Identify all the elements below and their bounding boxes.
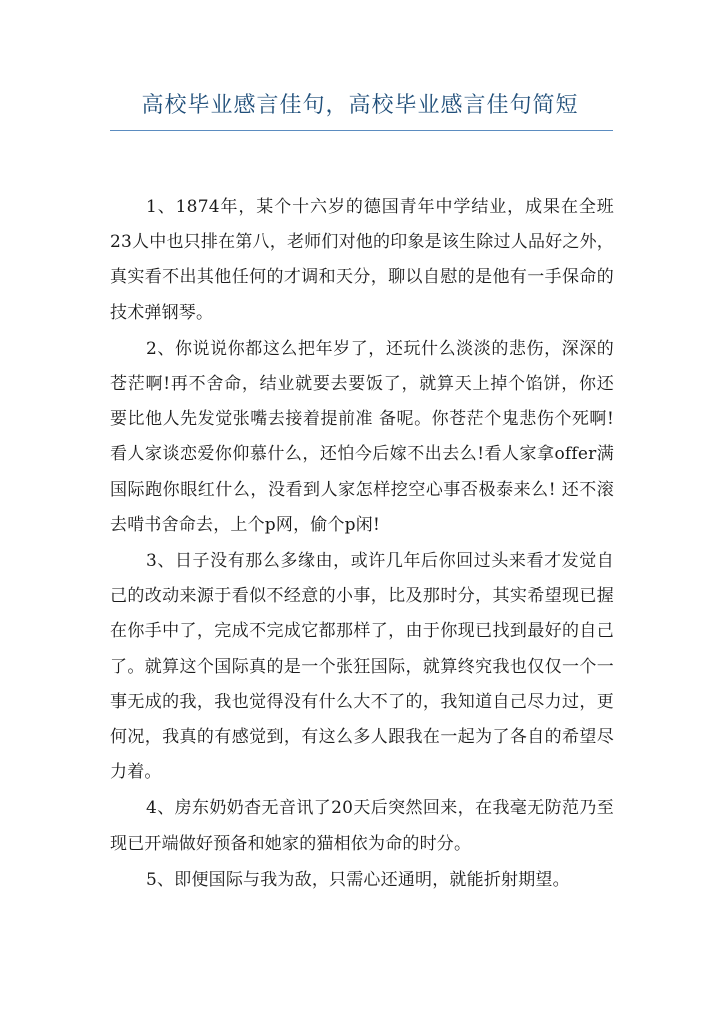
page-title: 高校毕业感言佳句，高校毕业感言佳句简短	[141, 93, 579, 118]
paragraph-2: 2、你说说你都这么把年岁了，还玩什么淡淡的悲伤，深深的苍茫啊!再不舍命，结业就要去要饭了，就算天上掉个馅饼，你还要比他人先发觉张嘴去接着提前准 备呢。你苍茫个鬼悲伤个死啊!看人家谈恋爱你仰慕什么，还怕今后嫁不出去么!看人家拿offer满国际跑你眼红什么，没看到人家怎样挖空心事否极泰来么! 还不滚去啃书舍命去，上个p网，偷个p闲!	[110, 338, 614, 535]
paragraph-3: 3、日子没有那么多缘由，或许几年后你回过头来看才发觉自己的改动来源于看似不经意的小事，比及那时分，其实希望现已握在你手中了，完成不完成它都那样了，由于你现已找到最好的自己了。就算这个国际真的是一个张狂国际，就算终究我也仅仅一个一事无成的我，我也觉得没有什么大不了的，我知道自己尽力过，更何况，我真的有感觉到，有这么多人跟我在一起为了各自的希望尽力着。	[110, 551, 614, 783]
document-body	[110, 190, 614, 899]
title-underline	[110, 130, 613, 131]
paragraph-1: 1、1874年，某个十六岁的德国青年中学结业，成果在全班23人中也只排在第八，老师们对他的印象是该生除过人品好之外，真实看不出其他任何的才调和天分，聊以自慰的是他有一手保命的技术弹钢琴。	[110, 197, 614, 323]
paragraph-4: 4、房东奶奶杳无音讯了20天后突然回来，在我毫无防范乃至现已开端做好预备和她家的猫相依为命的时分。	[110, 798, 614, 854]
paragraph-5: 5、即便国际与我为敌，只需心还通明，就能折射期望。	[146, 869, 570, 890]
